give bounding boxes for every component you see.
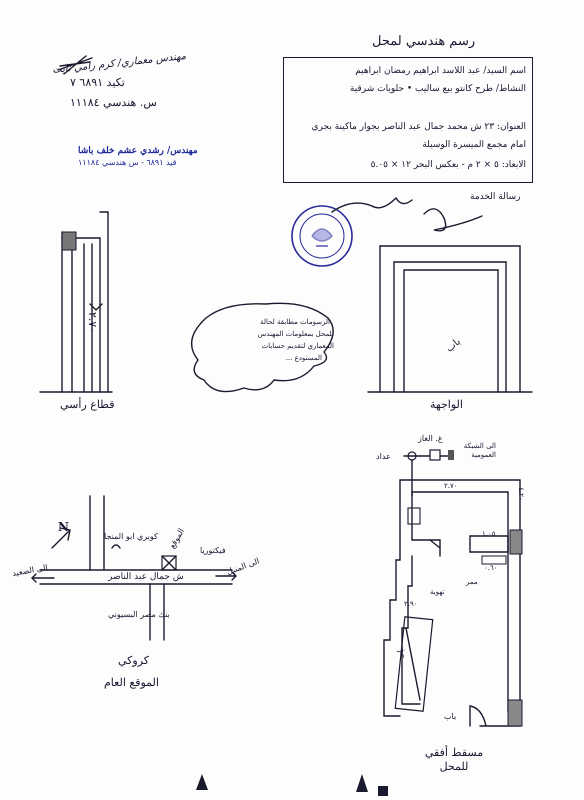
plan-depth-mark: ١.٠٥ <box>482 530 496 538</box>
site-right-label: فيكتوريا <box>200 546 226 555</box>
site-shop-label: الموقع <box>167 526 187 551</box>
site-title: الموقع العام <box>104 676 159 689</box>
cross-section-height: ٢.٧٠ <box>86 311 100 334</box>
site-street-right: الى المنيل <box>225 556 261 577</box>
plan-meter-label: عداد <box>376 452 391 461</box>
arrow-left-icon <box>32 574 54 582</box>
site-street-left: الى الصعيد <box>11 562 49 579</box>
header-left-line2: تكيد ٦٨٩١ ٧ <box>70 76 125 89</box>
header-left-line3: س. هندسي ١١١٨٤ <box>70 96 157 109</box>
plan-opening-mark: ٠.٦٠ <box>484 564 498 572</box>
strike-scribble <box>58 56 92 74</box>
engineer-stamp-name: مهندس/ رشدي عشم خلف باشا <box>78 146 198 156</box>
facade-title: الواجهة <box>430 398 463 411</box>
info-address2: أمام مجمع الميسرة الوسيلة <box>422 140 526 150</box>
plan-vent-label: تهوية <box>430 588 445 596</box>
bubble-note-line-2: للمحل بمعلومات المهندس <box>257 330 334 338</box>
bubble-note-line-4: المستودع ... <box>285 354 322 362</box>
signature-right-label: رسالة الخدمة <box>470 192 521 202</box>
meter-box-icon <box>430 450 440 460</box>
signature-scribble-2 <box>424 209 482 231</box>
signature-scribble-1 <box>332 198 412 212</box>
info-address: العنوان: ٢٣ ش محمد جمال عبد الناصر بجوار ماكينة بجري <box>311 122 526 132</box>
facade-drawing <box>368 246 532 392</box>
document-title: رسم هندسي لمحل <box>372 34 476 49</box>
info-activity: النشاط/ طرح كانتو بيع ساليب • حلويات شرقية <box>349 84 526 94</box>
info-owner: اسم السيد/ عبد اللاسد ابراهيم رمضان ابراهيم <box>355 66 526 76</box>
info-dimensions: الأبعاد: ٥ × ٢ م - بعكس البحر ١٢ × ٥.٠٥ <box>370 160 526 170</box>
site-street-main: ش جمال عبد الناصر <box>108 572 184 582</box>
site-top-label: كوبري ابو المنجا <box>104 532 158 541</box>
bubble-note-line-3: المعماري لتقديم حسابات <box>261 342 334 350</box>
site-caption: كروكي <box>118 654 150 667</box>
cross-section-drawing <box>40 212 112 392</box>
cross-section-title: قطاع رأسي <box>60 398 115 411</box>
bubble-note-line-1: الرسومات مطابقة لحالة <box>260 318 330 326</box>
facade-door-label: باب <box>444 336 464 355</box>
plan-counter-label: بار <box>395 647 406 658</box>
site-north-label: N <box>58 520 69 534</box>
plan-height-mark: ٢.٧٠ <box>444 482 458 490</box>
plan-sub-label: ممر <box>466 578 478 586</box>
plan-gas-label: غ. الغاز <box>418 434 443 443</box>
plan-title: مسقط أفقي للمحل <box>424 746 484 773</box>
engineer-stamp-id: قيد ٦٨٩١ - س هندسي ١١١٨٤ <box>78 158 177 167</box>
page-edge-marks <box>196 774 368 792</box>
plan-door-label: باب <box>444 712 457 721</box>
plan-width-mark: ٤.٢٠ <box>516 487 525 501</box>
plan-elec-label: الى الشبكة العمومية <box>463 442 496 459</box>
floor-plan-drawing <box>384 450 522 726</box>
official-seal-icon <box>292 206 352 266</box>
plan-bottom-mark: ٢.٩٠ <box>404 600 418 608</box>
header-left-line1: مهندس معماري/ كرم رامي نايت <box>51 51 187 76</box>
site-bottom-label: بنك مصر البسيوني <box>108 610 170 619</box>
